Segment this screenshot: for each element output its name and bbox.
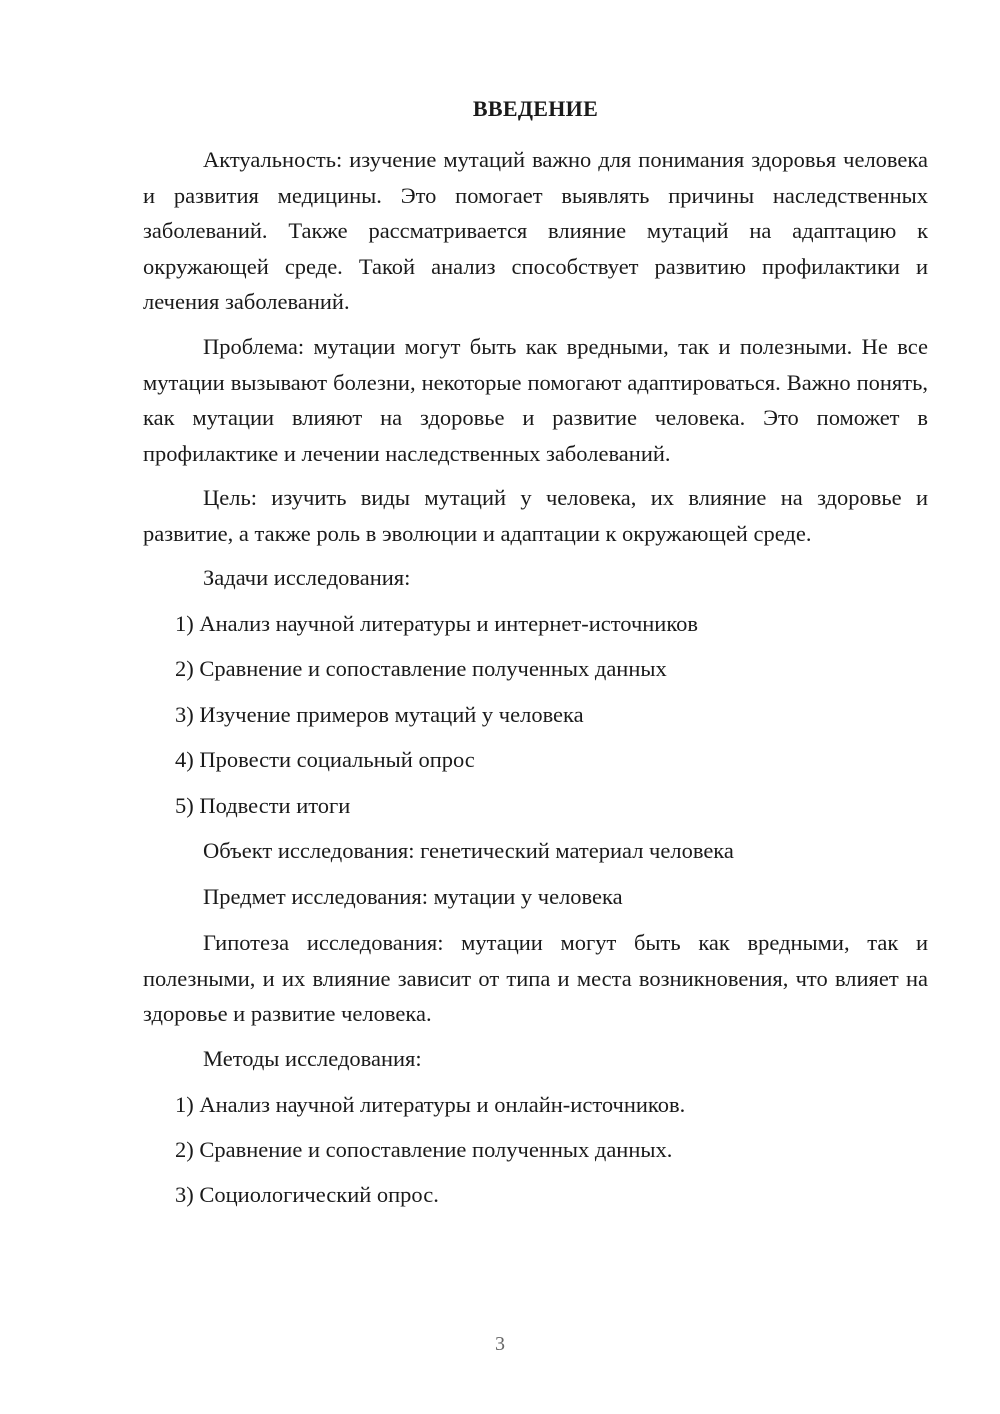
tasks-heading: Задачи исследования:	[203, 565, 411, 590]
relevance-paragraph: Актуальность: изучение мутаций важно для понимания здоровья человека и развития медицины. Это помогает выявлять причины наследственных заболеваний. Также рассматривается влияние мутаций на адаптацию к окружающей среде. Такой анализ способствует развитию профилактики и лечения заболеваний.	[143, 147, 928, 314]
document-page	[143, 0, 928, 1414]
task-item: 4) Провести социальный опрос	[175, 747, 475, 772]
page-title: ВВЕДЕНИЕ	[472, 96, 599, 121]
methods-heading: Методы исследования:	[203, 1046, 422, 1071]
page-number: 3	[495, 1333, 505, 1355]
goal-paragraph: Цель: изучить виды мутаций у человека, их влияние на здоровье и развитие, а также роль в эволюции и адаптации к окружающей среде.	[143, 485, 928, 546]
method-item: 2) Сравнение и сопоставление полученных данных.	[175, 1137, 673, 1162]
problem-paragraph: Проблема: мутации могут быть как вредными, так и полезными. Не все мутации вызывают болезни, некоторые помогают адаптироваться. Важно понять, как мутации влияют на здоровье и развитие человека. Это поможет в профилактике и лечении наследственных заболеваний.	[143, 334, 928, 466]
object-line: Объект исследования: генетический материал человека	[203, 838, 734, 863]
method-item: 3) Социологический опрос.	[175, 1182, 439, 1207]
task-item: 1) Анализ научной литературы и интернет-источников	[175, 611, 699, 636]
hypothesis-paragraph: Гипотеза исследования: мутации могут быть как вредными, так и полезными, и их влияние зависит от типа и места возникновения, что влияет на здоровье и развитие человека.	[143, 930, 928, 1026]
task-item: 2) Сравнение и сопоставление полученных данных	[175, 656, 667, 681]
task-item: 5) Подвести итоги	[175, 793, 351, 818]
subject-line: Предмет исследования: мутации у человека	[203, 884, 623, 909]
method-item: 1) Анализ научной литературы и онлайн-источников.	[175, 1092, 686, 1117]
task-item: 3) Изучение примеров мутаций у человека	[175, 702, 584, 727]
